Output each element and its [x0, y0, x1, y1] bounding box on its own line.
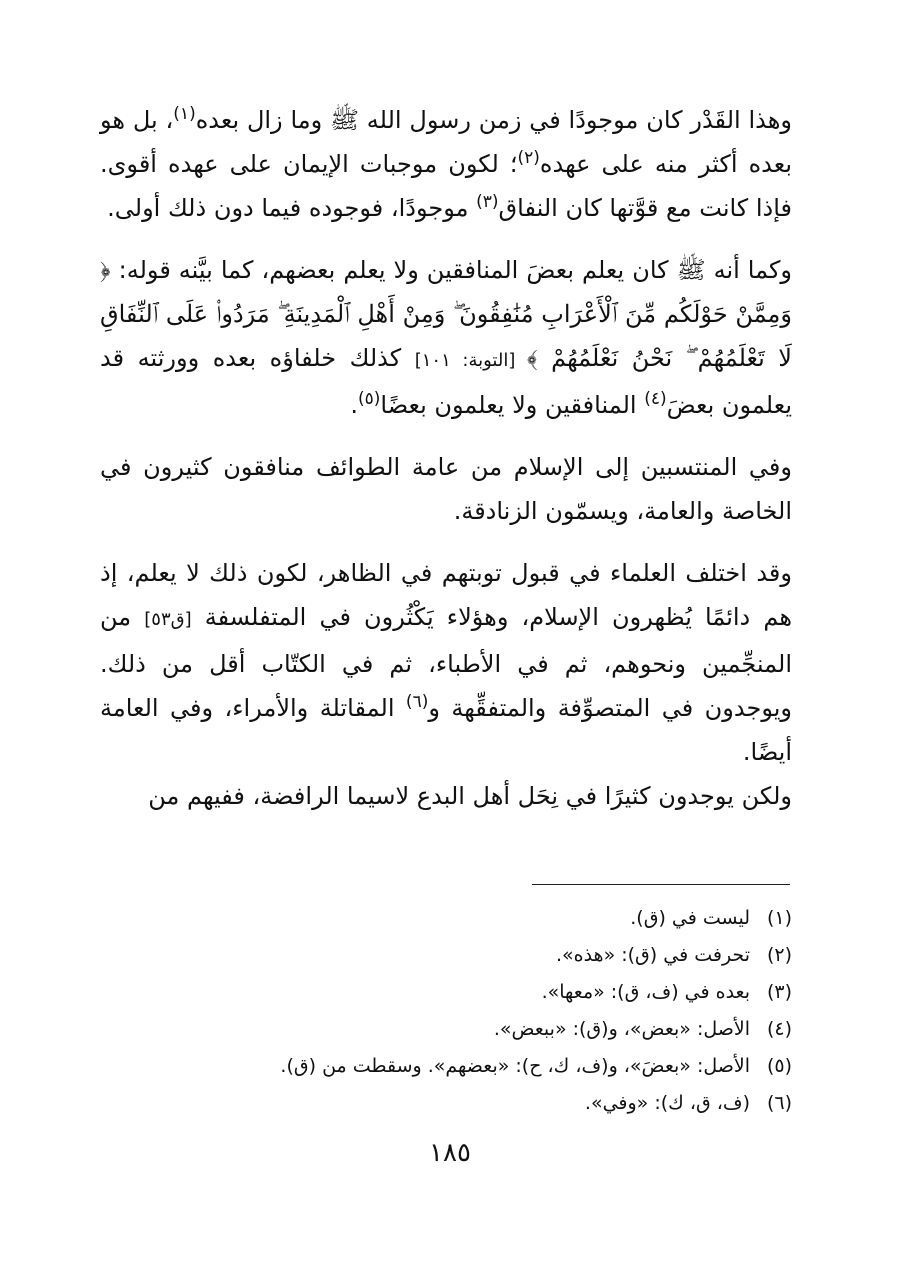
footnote	[100, 1048, 792, 1085]
footnote	[100, 900, 792, 937]
footnote-text: تحرفت في (ق): «هذه».	[555, 944, 750, 966]
footnote-text: الأصل: «بعض»، و(ق): «ببعض».	[493, 1018, 750, 1040]
footnote-reference: (٤)	[644, 389, 667, 409]
footnote	[100, 1011, 792, 1048]
footnote-divider	[532, 884, 790, 885]
footnote-text: بعده في (ف، ق): «معها».	[541, 981, 750, 1003]
footnote-number: (٢)	[766, 944, 792, 966]
footnote-number: (٦)	[766, 1092, 792, 1114]
footnote-text: (ف، ق، ك): «وفي».	[584, 1092, 750, 1114]
text-run: ولكن يوجدون كثيرًا في نِحَل أهل البدع لاسيما الرافضة، ففيهم من	[148, 782, 792, 810]
footnote-number: (٤)	[766, 1018, 792, 1040]
footnote-reference: (٥)	[357, 389, 381, 409]
footnote	[100, 937, 792, 974]
main-text	[100, 98, 792, 836]
citation: [ق٥٣]	[144, 609, 192, 630]
footnote-number: (٣)	[766, 981, 792, 1003]
footnote-number: (١)	[766, 907, 792, 929]
footnote	[100, 974, 792, 1011]
text-run: ، بل هو بعده أكثر منه على عهده	[100, 106, 792, 178]
footnote-reference: (١)	[173, 104, 196, 124]
text-run: وهذا القَدْر كان موجودًا في زمن رسول الله ﷺ وما زال بعده	[195, 106, 792, 134]
text-run: موجودًا، فوجوده فيما دون ذلك أولى.	[107, 194, 477, 222]
footnote-reference: (٣)	[476, 192, 499, 212]
paragraph	[100, 445, 792, 533]
paragraph	[100, 248, 792, 427]
footnote-number: (٥)	[766, 1055, 792, 1077]
footnote-reference: (٦)	[405, 692, 429, 712]
text-run: وقد اختلف العلماء في قبول توبتهم في الظاهر، لكون ذلك لا يعلم، إذ هم دائمًا يُظهرون الإسلام، وهؤلاء يَكْثُرون في المتفلسفة	[100, 559, 792, 631]
text-run: المنافقين ولا يعلمون بعضًا	[380, 391, 645, 419]
text-run: المقاتلة والأمراء، وفي العامة أيضًا.	[100, 694, 792, 766]
footnote	[100, 1085, 792, 1122]
paragraph	[100, 774, 792, 818]
quran-verse: ﴿ وَمِمَّنْ حَوْلَكُم مِّنَ ٱلْأَعْرَابِ مُنَٰفِقُونَ ۖ وَمِنْ أَهْلِ ٱلْمَدِينَةِ ۖ مَرَدُوا۟ عَلَى ٱلنِّفَاقِ لَا تَعْلَمُهُمْ ۖ نَحْنُ نَعْلَمُهُمْ ﴾	[100, 256, 792, 372]
text-run: من المنجِّمين ونحوهم، ثم في الأطباء، ثم في الكتّاب أقل من ذلك. ويوجدون في المتصوِّفة والمتفقِّهة و	[100, 603, 792, 722]
text-run: وفي المنتسبين إلى الإسلام من عامة الطوائف منافقون كثيرون في الخاصة والعامة، ويسمّون الزنادقة.	[100, 453, 792, 525]
footnote-text: ليست في (ق).	[630, 907, 750, 929]
paragraph	[100, 551, 792, 774]
footnote-text: الأصل: «بعضَ»، و(ف، ك، ح): «بعضهم». وسقطت من (ق).	[280, 1055, 750, 1077]
footnotes-section	[100, 900, 792, 1122]
paragraph	[100, 98, 792, 230]
footnote-reference: (٢)	[517, 148, 540, 168]
text-run: .	[350, 391, 358, 419]
text-run: وكما أنه ﷺ كان يعلم بعضَ المنافقين ولا يعلم بعضهم، كما بيَّنه قوله:	[110, 256, 792, 284]
text-run: ؛ لكون موجبات الإيمان على عهده أقوى. فإذا كانت مع قوَّتها كان النفاق	[100, 150, 792, 222]
citation: [التوبة: ١٠١]	[414, 350, 527, 371]
page-number: ١٨٥	[429, 1138, 471, 1168]
text-run: كذلك خلفاؤه بعده وورثته قد يعلمون بعضَ	[100, 344, 792, 419]
